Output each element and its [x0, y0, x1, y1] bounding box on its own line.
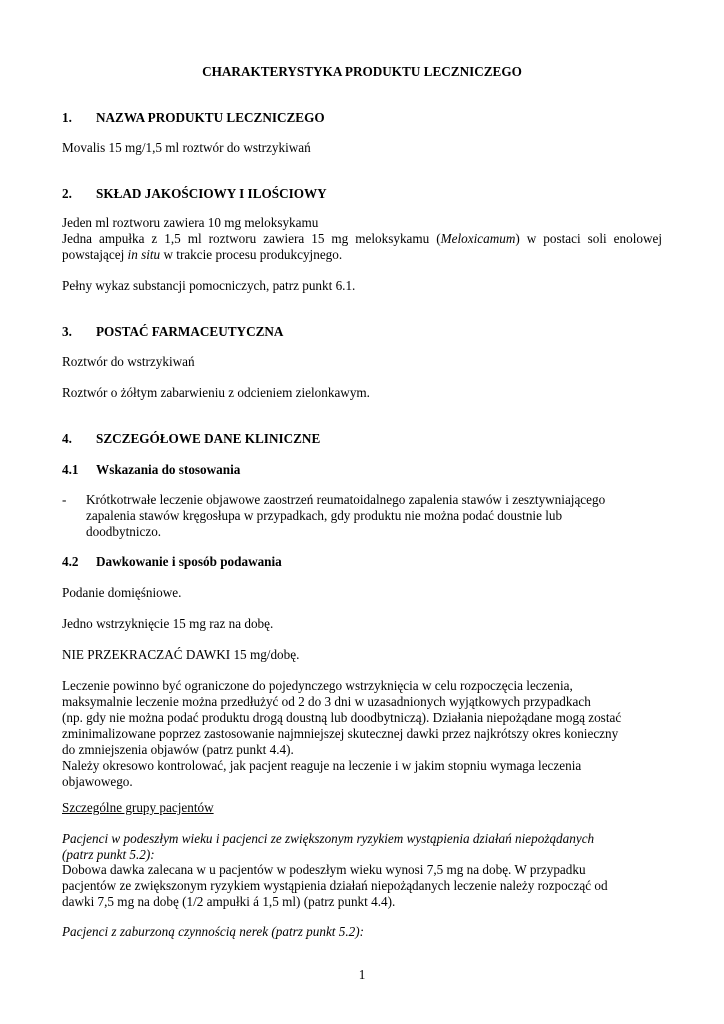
subsection-number: 4.1: [62, 462, 79, 477]
section-title: SKŁAD JAKOŚCIOWY I ILOŚCIOWY: [96, 186, 327, 201]
pharmaceutical-form: Roztwór do wstrzykiwań: [62, 354, 195, 369]
treatment-duration-paragraph: Leczenie powinno być ograniczone do pojedynczego wstrzyknięcia w celu rozpoczęcia leczenia, maksymalnie leczenie można przedłużyć od 2 do 3 dni w uzasadnionych wyjątkowych przypadkach (np. gdy nie można podać produktu drogą doustną lub doodbytniczą). Działania niepożądane mogą zostać zminimalizowane poprzez zastosowanie najmniejszej skutecznej dawki przez najkrótszy okres konieczny do zmniejszenia objawów (patrz punkt 4.4). Należy okresowo kontrolować, jak pacjent reaguje na leczenie i w jakim stopniu wymaga leczenia objawowego.: [62, 678, 622, 789]
section-2-heading: [62, 186, 327, 202]
appearance-description: Roztwór o żółtym zabarwieniu z odcieniem zielonkawym.: [62, 385, 370, 400]
product-name: Movalis 15 mg/1,5 ml roztwór do wstrzykiwań: [62, 140, 311, 155]
section-3-heading: [62, 324, 283, 340]
section-4-heading: [62, 431, 320, 447]
max-dose-warning: NIE PRZEKRACZAĆ DAWKI 15 mg/dobę.: [62, 647, 300, 662]
indication-text: Krótkotrwałe leczenie objawowe zaostrzeń reumatoidalnego zapalenia stawów i zesztywniającego zapalenia stawów kręgosłupa w przypadkach, gdy produktu nie można podać doustnie lub doodbytniczo.: [86, 492, 606, 539]
section-1-heading: [62, 110, 325, 126]
elderly-patients-heading: Pacjenci w podeszłym wieku i pacjenci ze zwiększonym ryzykiem wystąpienia działań niepożądanych (patrz punkt 5.2):: [62, 831, 595, 862]
section-number: 2.: [62, 186, 72, 201]
composition-line-2: Jedna ampułka z 1,5 ml roztworu zawiera 15 mg meloksykamu (Meloxicamum) w postaci soli enolowej powstającej in situ w trakcie procesu produkcyjnego.: [62, 231, 662, 262]
section-number: 3.: [62, 324, 72, 339]
administration-route: Podanie domięśniowe.: [62, 585, 182, 600]
section-title: NAZWA PRODUKTU LECZNICZEGO: [96, 110, 325, 125]
elderly-dosing-paragraph: Dobowa dawka zalecana w u pacjentów w podeszłym wieku wynosi 7,5 mg na dobę. W przypadku pacjentów ze zwiększonym ryzykiem wystąpienia działań niepożądanych leczenie należy rozpocząć od dawki 7,5 mg na dobę (1/2 ampułki á 1,5 ml) (patrz punkt 4.4).: [62, 862, 608, 909]
section-number: 1.: [62, 110, 72, 125]
composition-line-1: Jeden ml roztworu zawiera 10 mg meloksykamu: [62, 215, 319, 230]
dose-instruction: Jedno wstrzyknięcie 15 mg raz na dobę.: [62, 616, 274, 631]
document-title: CHARAKTERYSTYKA PRODUKTU LECZNICZEGO: [202, 64, 522, 79]
section-number: 4.: [62, 431, 72, 446]
subsection-title: Wskazania do stosowania: [96, 462, 241, 477]
special-groups-heading: Szczególne grupy pacjentów: [62, 800, 214, 815]
in-situ-term: in situ: [127, 247, 161, 262]
section-title: POSTAĆ FARMACEUTYCZNA: [96, 324, 284, 339]
section-title: SZCZEGÓŁOWE DANE KLINICZNE: [96, 431, 321, 446]
renal-impairment-heading: Pacjenci z zaburzoną czynnością nerek (patrz punkt 5.2):: [62, 924, 365, 939]
subsection-4-2-heading: [62, 554, 282, 570]
bullet-marker: -: [62, 492, 67, 507]
subsection-number: 4.2: [62, 554, 79, 569]
excipients-reference: Pełny wykaz substancji pomocniczych, patrz punkt 6.1.: [62, 278, 356, 293]
subsection-title: Dawkowanie i sposób podawania: [96, 554, 282, 569]
latin-name: Meloxicamum: [440, 231, 516, 246]
page-number: 1: [358, 967, 366, 982]
subsection-4-1-heading: [62, 462, 240, 478]
